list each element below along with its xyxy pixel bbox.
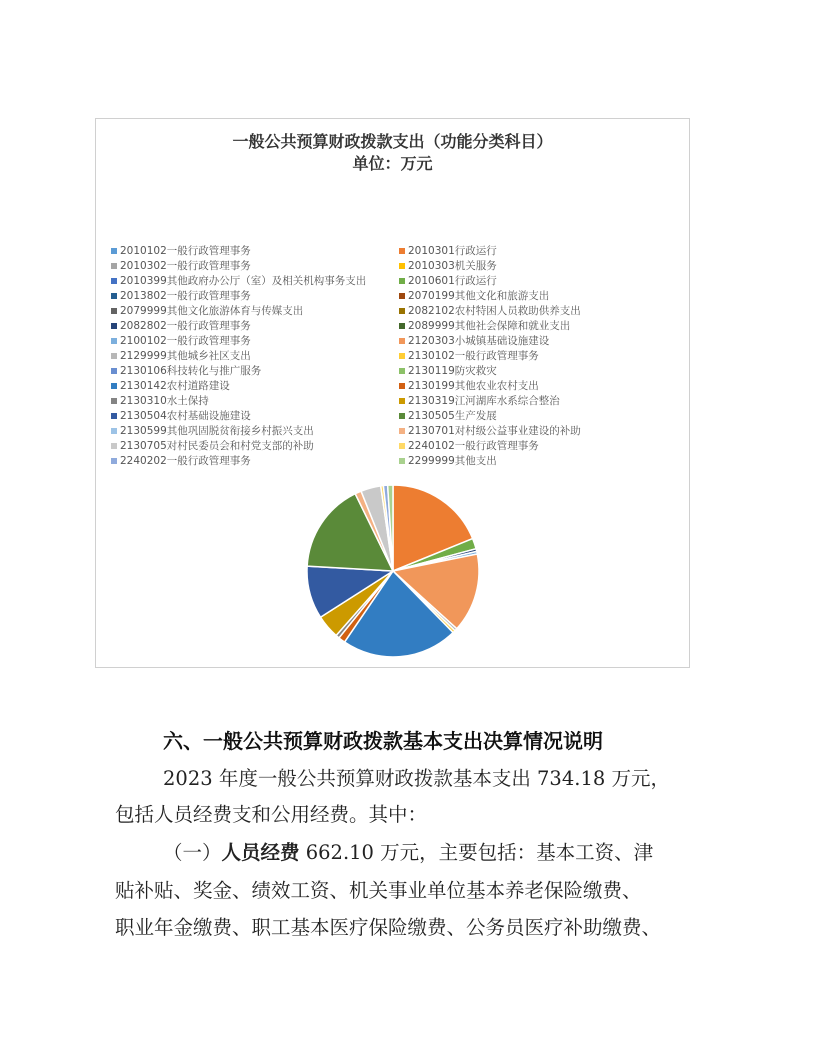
legend-label: 2240202一般行政管理事务	[120, 455, 251, 467]
legend-label: 2010302一般行政管理事务	[120, 260, 251, 272]
chart-subtitle: 单位：万元	[352, 154, 433, 173]
legend-label: 2130199其他农业农村支出	[408, 380, 539, 392]
personnel-cost-term: 人员经费	[221, 841, 300, 864]
paragraph-1-line-1: 2023 年度一般公共预算财政拨款基本支出 734.18 万元，	[163, 767, 670, 790]
legend-label: 2010303机关服务	[408, 260, 497, 272]
legend-label: 2130599其他巩固脱贫衔接乡村振兴支出	[120, 425, 314, 437]
paragraph-2-line-2: 贴补贴、奖金、绩效工资、机关事业单位基本养老保险缴费、	[115, 879, 642, 902]
legend-label: 2129999其他城乡社区支出	[120, 350, 251, 362]
chart-title: 一般公共预算财政拨款支出（功能分类科目）	[232, 132, 553, 151]
legend-label: 2010601行政运行	[408, 275, 497, 287]
legend-label: 2130504农村基础设施建设	[120, 410, 251, 422]
legend-label: 2130701对村级公益事业建设的补助	[408, 425, 581, 437]
pie-plot	[96, 119, 691, 669]
paragraph-2-prefix: （一）	[163, 841, 222, 864]
legend-label: 2010301行政运行	[408, 245, 497, 257]
pie-chart	[95, 118, 690, 668]
legend-label: 2130119防灾救灾	[408, 365, 497, 377]
paragraph-2-line-3: 职业年金缴费、职工基本医疗保险缴费、公务员医疗补助缴费、	[115, 916, 662, 939]
legend-label: 2079999其他文化旅游体育与传媒支出	[120, 305, 304, 317]
legend-label: 2130310水土保持	[120, 395, 209, 407]
legend-label: 2013802一般行政管理事务	[120, 290, 251, 302]
paragraph-1-line-2: 包括人员经费支和公用经费。其中：	[115, 803, 428, 826]
paragraph-2-line-1	[163, 840, 653, 866]
legend-label: 2130319江河湖库水系综合整治	[408, 395, 560, 407]
legend-label: 2010399其他政府办公厅（室）及相关机构事务支出	[120, 275, 367, 287]
legend-label: 2299999其他支出	[408, 455, 497, 467]
legend-label: 2082802一般行政管理事务	[120, 320, 251, 332]
legend-label: 2240102一般行政管理事务	[408, 440, 539, 452]
legend-label: 2130705对村民委员会和村党支部的补助	[120, 440, 314, 452]
legend-label: 2130142农村道路建设	[120, 380, 230, 392]
section-heading: 六、一般公共预算财政拨款基本支出决算情况说明	[163, 729, 603, 753]
legend-label: 2082102农村特困人员救助供养支出	[408, 305, 581, 317]
legend-label: 2120303小城镇基础设施建设	[408, 335, 550, 347]
legend-label: 2130102一般行政管理事务	[408, 350, 539, 362]
legend-label: 2010102一般行政管理事务	[120, 245, 251, 257]
legend-label: 2130106科技转化与推广服务	[120, 365, 262, 377]
legend-label: 2130505生产发展	[408, 410, 497, 422]
legend-label: 2070199其他文化和旅游支出	[408, 290, 550, 302]
legend-label: 2089999其他社会保障和就业支出	[408, 320, 571, 332]
paragraph-2-line-1-rest: 662.10 万元，主要包括：基本工资、津	[299, 841, 654, 864]
legend-label: 2100102一般行政管理事务	[120, 335, 251, 347]
